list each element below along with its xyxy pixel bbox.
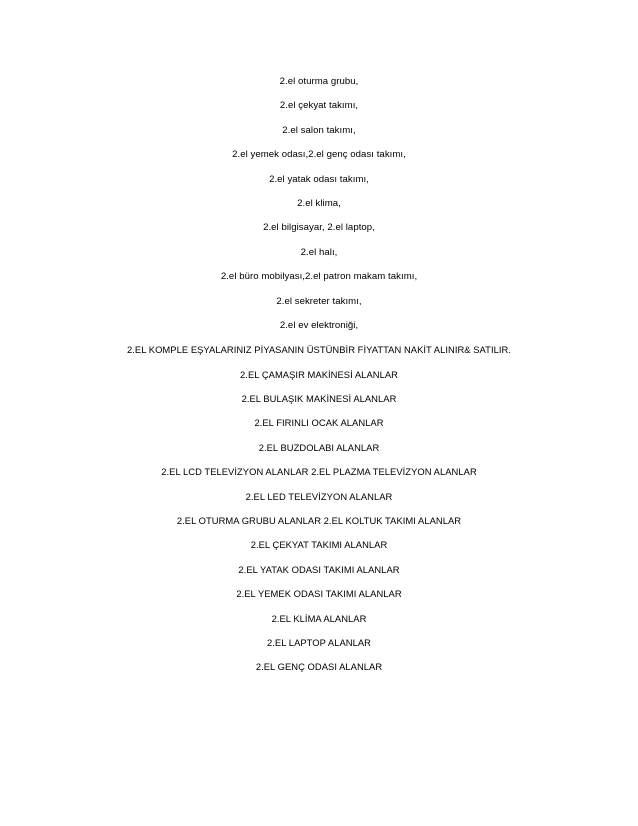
text-line: 2.EL BULAŞIK MAKİNESİ ALANLAR	[241, 393, 397, 405]
text-line: 2.EL ÇAMAŞIR MAKİNESİ ALANLAR	[240, 368, 398, 380]
text-line: 2.EL YATAK ODASI TAKIMI ALANLAR	[238, 563, 400, 575]
text-lines	[0, 73, 638, 683]
text-line: 2.el oturma grubu,	[279, 76, 359, 87]
text-line: 2.el salon takımı,	[282, 124, 356, 136]
text-line: 2.EL OTURMA GRUBU ALANLAR 2.EL KOLTUK TAKIMI ALANLAR	[176, 515, 462, 527]
text-line: 2.EL GENÇ ODASI ALANLAR	[255, 661, 383, 673]
text-line: 2.EL FIRINLI OCAK ALANLAR	[254, 417, 384, 429]
text-line: 2.el sekreter takımı,	[276, 295, 362, 307]
text-line: 2.EL LED TELEVİZYON ALANLAR	[245, 490, 393, 502]
text-line: 2.el yatak odası takımı,	[269, 173, 369, 185]
text-line: 2.EL KOMPLE EŞYALARINIZ PİYASANIN ÜSTÜNBİR FİYATTAN NAKİT ALINIR& SATILIR.	[127, 344, 511, 356]
text-line: 2.EL YEMEK ODASI TAKIMI ALANLAR	[236, 588, 402, 600]
text-line: 2.el çekyat takımı,	[279, 100, 359, 112]
text-line: 2.EL ÇEKYAT TAKIMI ALANLAR	[250, 539, 388, 551]
text-line: 2.EL LCD TELEVİZYON ALANLAR 2.EL PLAZMA TELEVİZYON ALANLAR	[161, 466, 477, 478]
text-line: 2.el ev elektroniği,	[279, 319, 359, 331]
text-line: 2.EL LAPTOP ALANLAR	[267, 636, 371, 648]
text-line: 2.EL BUZDOLABI ALANLAR	[258, 441, 380, 453]
text-line: 2.el bilgisayar, 2.el laptop,	[263, 222, 375, 234]
text-line: 2.el büro mobilyası,2.el patron makam takımı,	[220, 271, 418, 283]
text-line: 2.el yemek odası,2.el genç odası takımı,	[232, 149, 406, 161]
text-line: 2.EL KLİMA ALANLAR	[271, 612, 367, 624]
text-line: 2.el halı,	[300, 246, 338, 258]
text-line: 2.el klima,	[297, 197, 341, 209]
